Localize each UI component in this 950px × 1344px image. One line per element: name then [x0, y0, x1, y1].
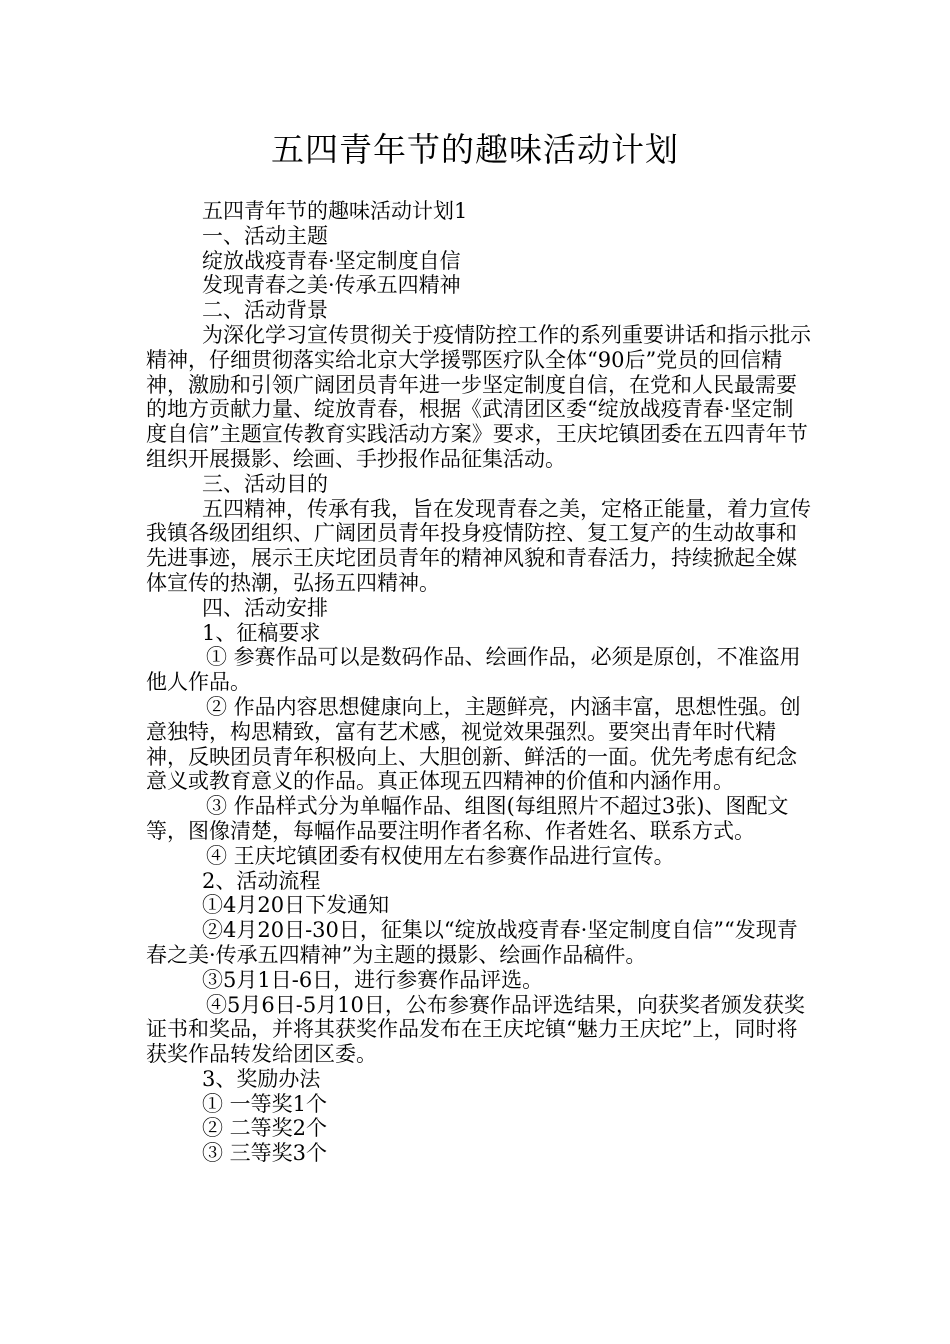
paragraph-background: 为深化学习宣传贯彻关于疫情防控工作的系列重要讲话和指示批示精神，仔细贯彻落实给北京大学援鄂医疗队全体“90后”党员的回信精神，激励和引领广阔团员青年进一步坚定制度自信，在党和人民最需要的地方贡献力量、绽放青春，根据《武清团区委“绽放战疫青春·坚定制度自信”主题宣传教育实践活动方案》要求，王庆坨镇团委在五四青年节组织开展摄影、绘画、手抄报作品征集活动。 — [146, 322, 811, 471]
paragraph-subsection-2-heading: 2、活动流程 — [202, 868, 321, 893]
paragraph-purpose: 五四精神，传承有我，旨在发现青春之美，定格正能量，着力宣传我镇各级团组织、广阔团员青年投身疫情防控、复工复产的生动故事和先进事迹，展示王庆坨团员青年的精神风貌和青春活力，持续掀起全媒体宣传的热潮，弘扬五四精神。 — [146, 496, 811, 595]
paragraph-award-2: ② 二等奖2个 — [202, 1116, 328, 1141]
document-body — [146, 199, 811, 1166]
paragraph-section-1-heading: 一、活动主题 — [202, 223, 328, 248]
paragraph-process-4: ④5月6日-5月10日，公布参赛作品评选结果，向获奖者颁发获奖证书和奖品，并将其获奖作品发布在王庆坨镇“魅力王庆坨”上，同时将获奖作品转发给团区委。 — [146, 992, 805, 1067]
document-title: 五四青年节的趣味活动计划 — [271, 130, 679, 169]
paragraph-process-1: ①4月20日下发通知 — [202, 893, 390, 918]
paragraph-requirement-1: ① 参赛作品可以是数码作品、绘画作品，必须是原创，不准盗用他人作品。 — [146, 645, 801, 695]
paragraph-plan-heading: 五四青年节的趣味活动计划1 — [202, 199, 468, 223]
paragraph-subsection-3-heading: 3、奖励办法 — [202, 1066, 321, 1091]
paragraph-process-2: ②4月20日-30日，征集以“绽放战疫青春·坚定制度自信”“发现青春之美·传承五四精神”为主题的摄影、绘画作品稿件。 — [146, 918, 798, 967]
paragraph-requirement-4: ④ 王庆坨镇团委有权使用左右参赛作品进行宣传。 — [206, 843, 675, 868]
paragraph-requirement-3: ③ 作品样式分为单幅作品、组图(每组照片不超过3张)、图配文等，图像清楚，每幅作品要注明作者名称、作者姓名、联系方式。 — [146, 794, 789, 843]
paragraph-requirement-2: ② 作品内容思想健康向上，主题鲜亮，内涵丰富，思想性强。创意独特，构思精致，富有艺术感，视觉效果强烈。要突出青年时代精神，反映团员青年积极向上、大胆创新、鲜活的一面。优先考虑有纪念意义或教育意义的作品。真正体现五四精神的价值和内涵作用。 — [146, 694, 801, 794]
paragraph-theme-2: 发现青春之美·传承五四精神 — [202, 273, 461, 298]
paragraph-award-3: ③ 三等奖3个 — [202, 1141, 328, 1166]
paragraph-section-4-heading: 四、活动安排 — [202, 595, 328, 620]
paragraph-section-2-heading: 二、活动背景 — [202, 298, 328, 323]
paragraph-award-1: ① 一等奖1个 — [202, 1091, 328, 1116]
paragraph-process-3: ③5月1日-6日，进行参赛作品评选。 — [202, 967, 544, 992]
paragraph-section-3-heading: 三、活动目的 — [202, 471, 328, 496]
paragraph-subsection-1-heading: 1、征稿要求 — [202, 620, 321, 645]
paragraph-theme-1: 绽放战疫青春·坚定制度自信 — [202, 248, 461, 273]
